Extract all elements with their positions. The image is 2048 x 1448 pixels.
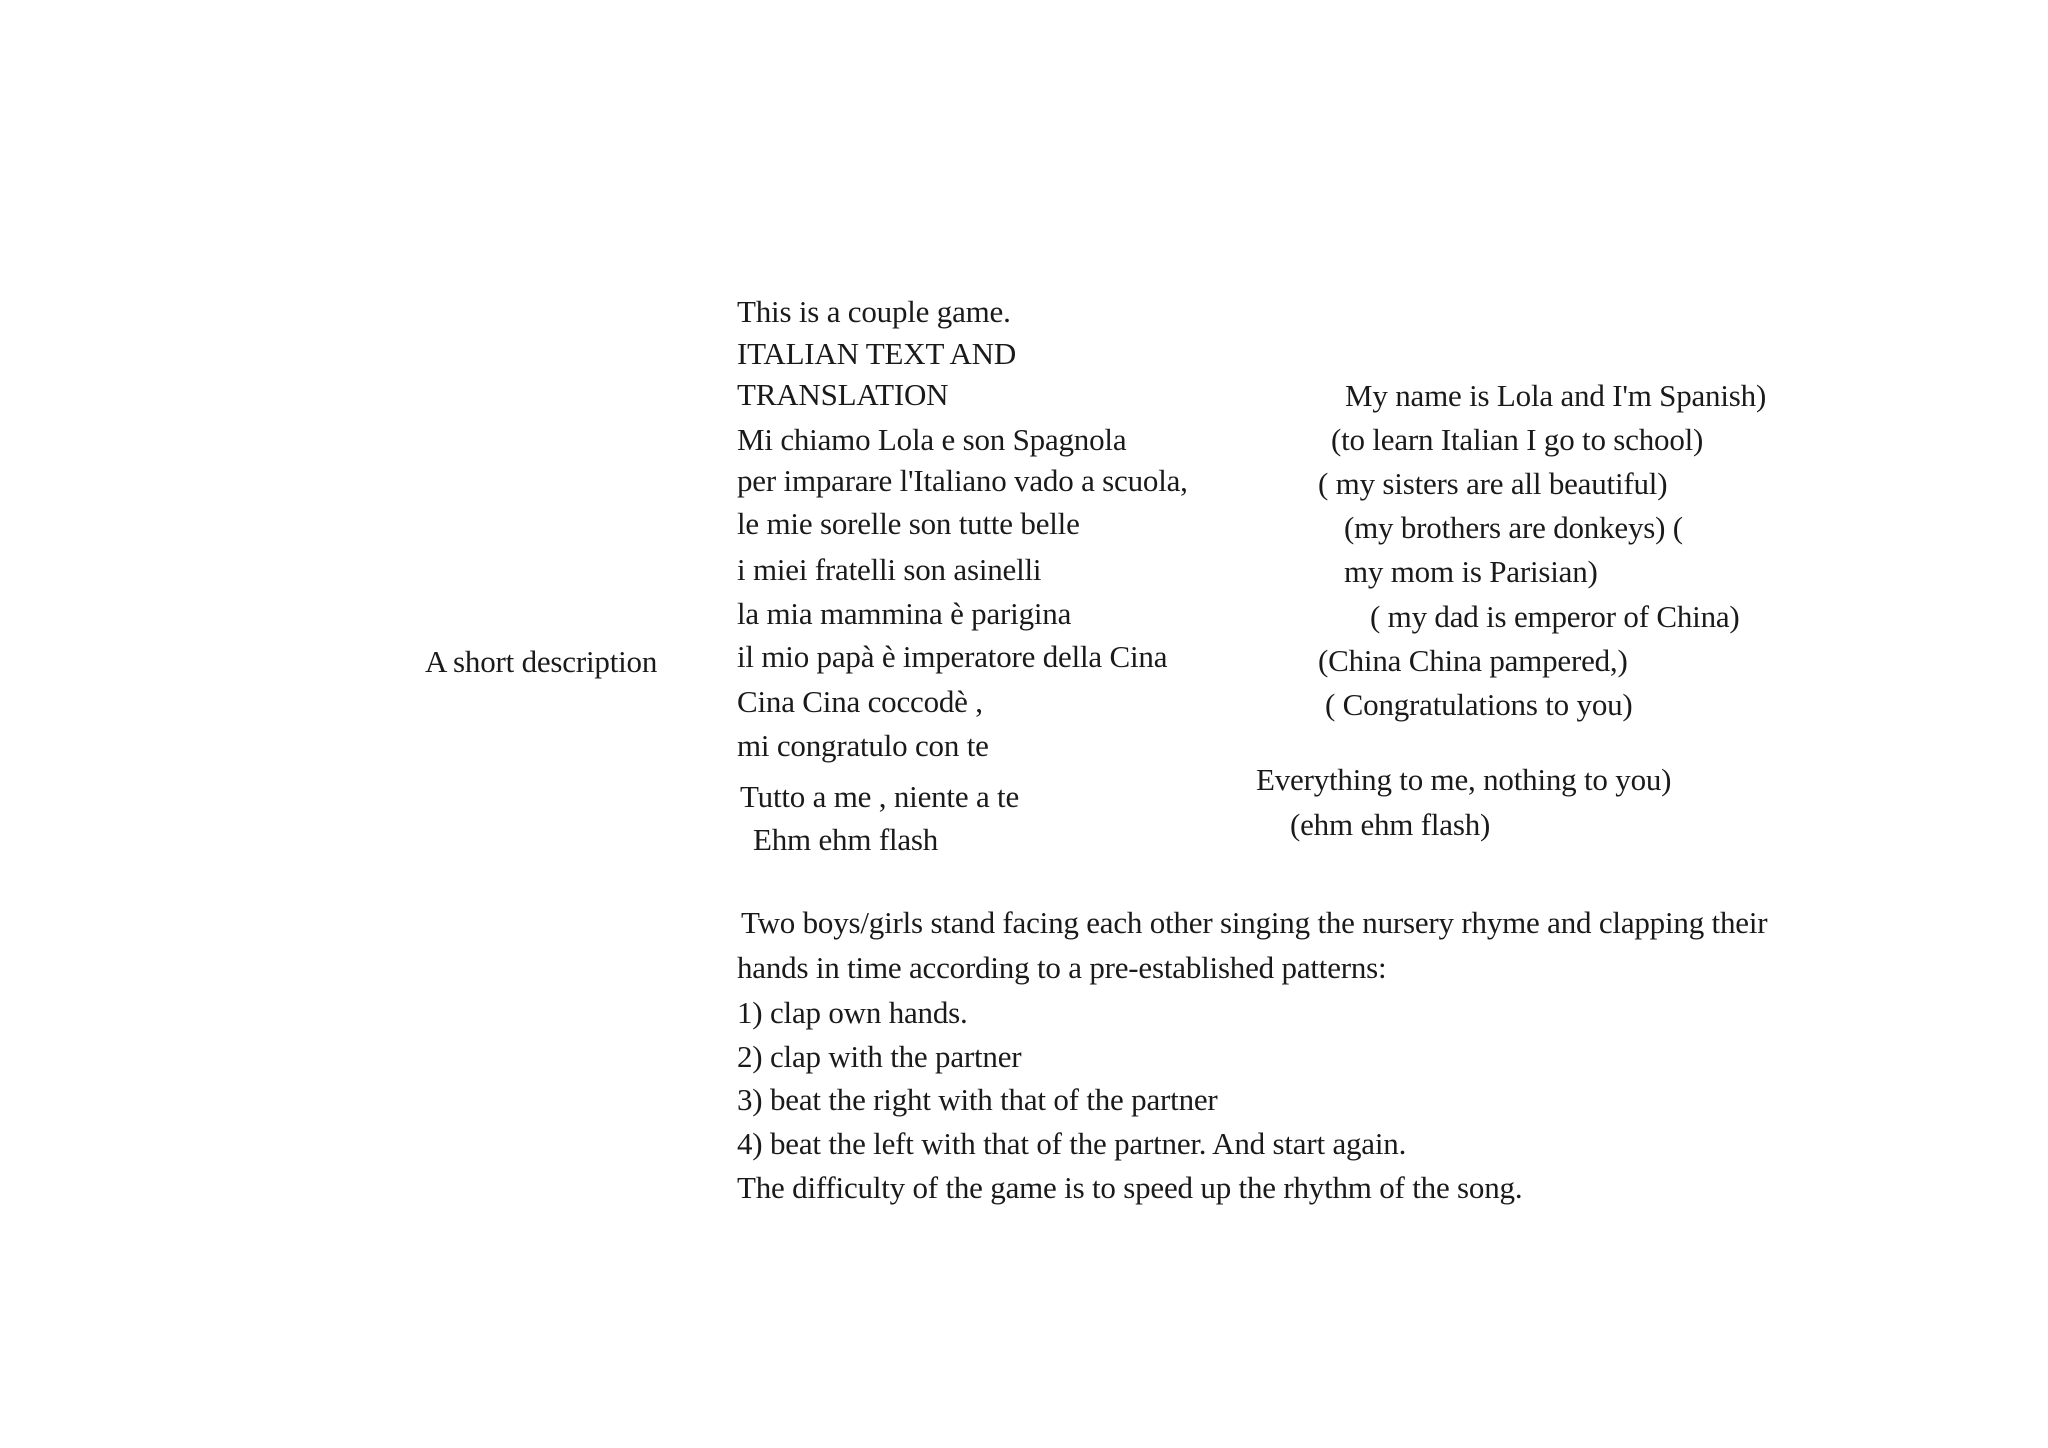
italian-line: Mi chiamo Lola e son Spagnola [737,422,1127,457]
italian-line: i miei fratelli son asinelli [737,552,1042,587]
translation-line: (ehm ehm flash) [1290,807,1491,842]
instruction-line: The difficulty of the game is to speed up the rhythm of the song. [737,1170,1523,1205]
intro-line: TRANSLATION [737,377,949,412]
italian-line: per imparare l'Italiano vado a scuola, [737,463,1188,498]
instruction-step: 3) beat the right with that of the partner [737,1082,1218,1117]
translation-line: Everything to me, nothing to you) [1256,762,1672,797]
translation-line: (China China pampered,) [1318,643,1628,678]
instruction-line: hands in time according to a pre-established patterns: [737,950,1387,985]
translation-line: (to learn Italian I go to school) [1331,422,1704,457]
italian-line: il mio papà è imperatore della Cina [737,639,1168,674]
italian-line: Tutto a me , niente a te [740,779,1020,814]
section-label: A short description [425,644,658,679]
translation-line: ( my sisters are all beautiful) [1318,466,1668,501]
instruction-line: Two boys/girls stand facing each other singing the nursery rhyme and clapping their [741,905,1768,940]
instruction-step: 4) beat the left with that of the partner. And start again. [737,1126,1407,1161]
translation-line: (my brothers are donkeys) ( [1344,510,1683,545]
italian-line: Ehm ehm flash [753,822,939,857]
italian-line: mi congratulo con te [737,728,989,763]
italian-line: la mia mammina è parigina [737,596,1072,631]
translation-line: my mom is Parisian) [1344,554,1598,589]
italian-line: Cina Cina coccodè , [737,684,983,719]
italian-line: le mie sorelle son tutte belle [737,506,1080,541]
intro-line: This is a couple game. [737,294,1011,329]
translation-line: ( Congratulations to you) [1325,687,1633,722]
intro-line: ITALIAN TEXT AND [737,336,1017,371]
translation-line: My name is Lola and I'm Spanish) [1345,378,1767,413]
translation-line: ( my dad is emperor of China) [1370,599,1740,634]
instruction-step: 1) clap own hands. [737,995,968,1030]
instruction-step: 2) clap with the partner [737,1039,1022,1074]
